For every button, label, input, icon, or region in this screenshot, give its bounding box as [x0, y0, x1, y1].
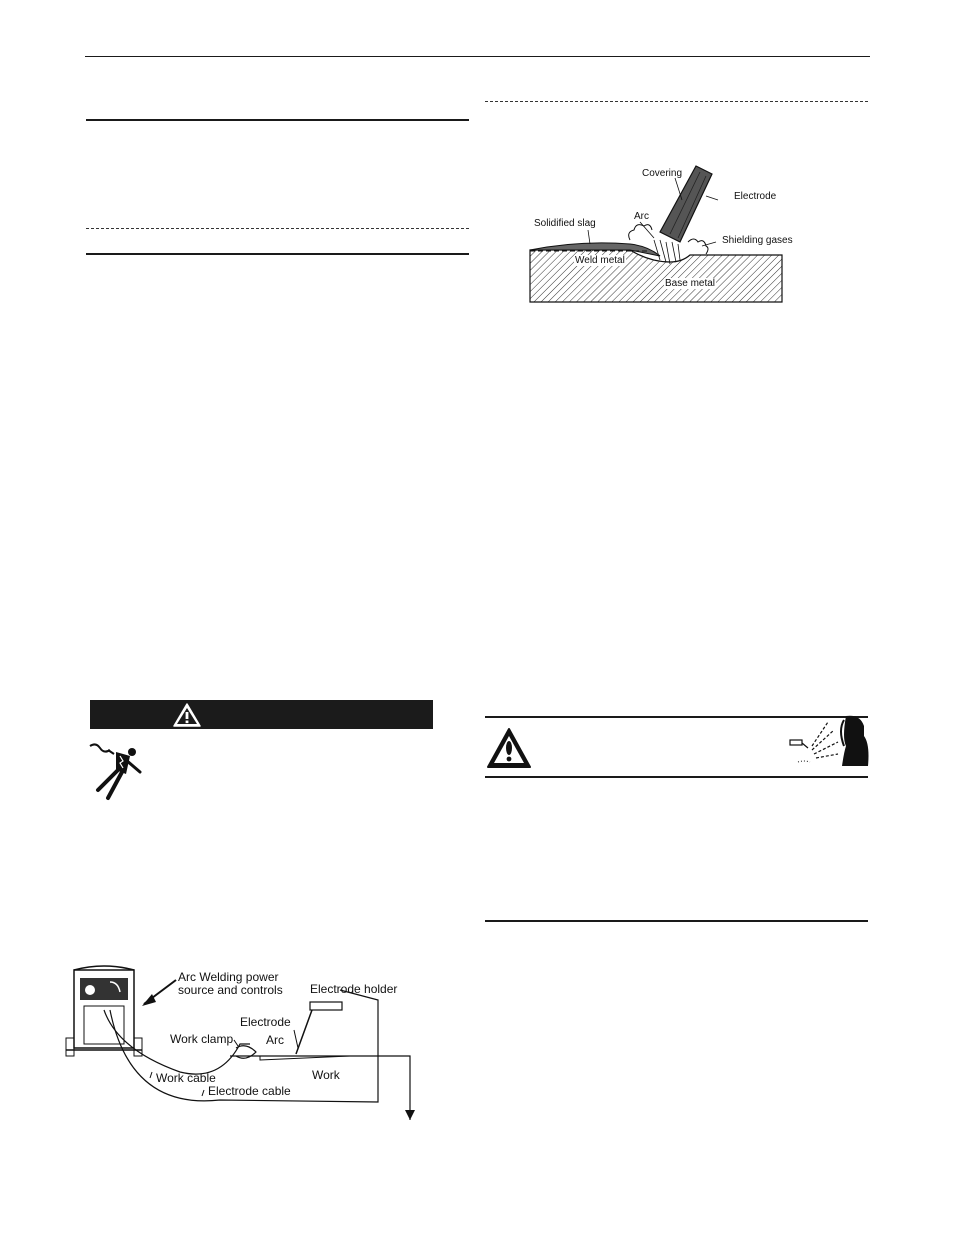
arc-rays-face-shield-icon — [788, 712, 870, 768]
label-work-cable: Work cable — [156, 1071, 216, 1085]
label-electrode: Electrode — [240, 1015, 291, 1029]
label-power-source-line1: Arc Welding power — [178, 970, 279, 984]
left-section-rule-2 — [86, 253, 469, 255]
warning-triangle-icon-large — [486, 727, 532, 769]
label-work: Work — [312, 1068, 340, 1082]
label-base-metal: Base metal — [665, 278, 716, 289]
label-work-clamp: Work clamp — [170, 1032, 234, 1046]
label-solidified-slag: Solidified slag — [534, 218, 596, 229]
label-electrode-cable: Electrode cable — [208, 1084, 291, 1098]
right-dashed-rule — [485, 101, 868, 102]
page-top-rule — [85, 56, 870, 57]
label-electrode-holder: Electrode holder — [310, 982, 398, 996]
left-dashed-rule — [86, 228, 469, 229]
welding-circuit-figure — [60, 960, 440, 1120]
left-section-rule-1 — [86, 119, 469, 121]
label-electrode: Electrode — [734, 191, 777, 202]
label-covering: Covering — [642, 168, 683, 179]
arc-process-figure — [520, 160, 800, 310]
label-power-source-line2: source and controls — [178, 983, 283, 997]
label-shielding-gases: Shielding gases — [722, 235, 793, 246]
right-warning-mid-rule — [485, 776, 868, 778]
label-weld-metal: Weld metal — [575, 255, 625, 266]
label-arc: Arc — [634, 211, 649, 222]
warning-header-bar — [90, 700, 433, 729]
warning-triangle-icon — [172, 702, 202, 728]
electric-shock-icon — [86, 740, 146, 802]
label-arc: Arc — [266, 1033, 284, 1047]
right-warning-bottom-rule — [485, 920, 868, 922]
